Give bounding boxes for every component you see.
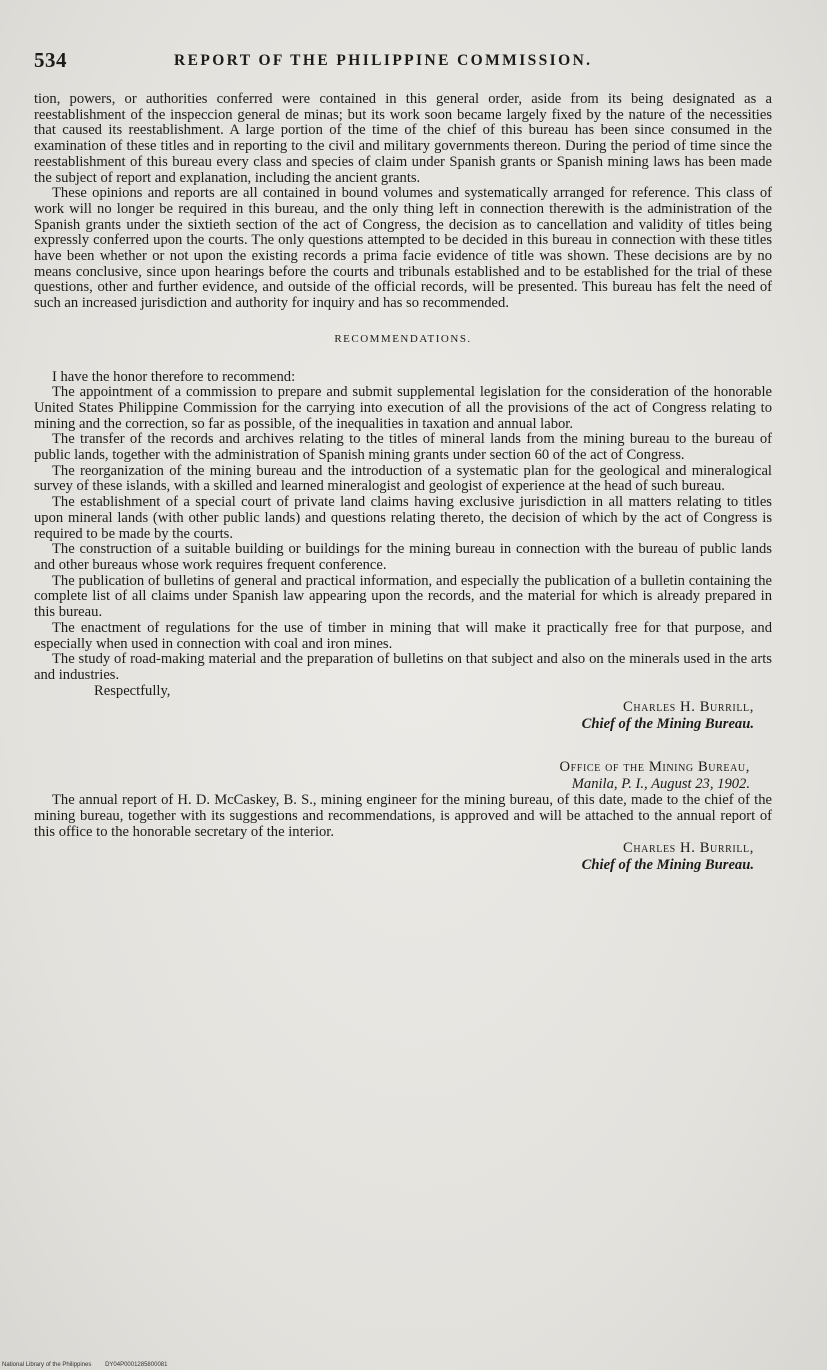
office-date: Manila, P. I., August 23, 1902. — [571, 776, 750, 793]
office-name: Office of the Mining Bureau, — [559, 759, 750, 776]
record-id: DY04P0001285800081 — [105, 1362, 168, 1368]
page-body — [34, 92, 772, 874]
library-credit: National Library of the Philippines — [2, 1362, 92, 1368]
recommendation-item: The publication of bulletins of general and practical information, and especially the publication of a bulletin containing the complete list of all claims under Spanish law appearing upon the records, and the material for which is already prepared in this bureau. — [34, 572, 772, 621]
paragraph: These opinions and reports are all contained in bound volumes and systematically arranged for reference. This class of work will no longer be required in this bureau, and the only thing left in connection therewith is the administration of the Spanish grants under the sixtieth section of the act of Congress, the decision as to cancellation and validity of titles being expressly conferred upon the courts. The only questions attempted to be decided in this bureau in connection with these titles have been whether or not upon the existing records a prima facie evidence of title was shown. These decisions are by no means conclusive, since upon hearings before the courts and tribunals established and to be established for the trial of these questions, other and further evidence, and outside of the official records, will be presented. This bureau has felt the need of such an increased jurisdiction and authority for inquiry and has so recommended. — [34, 185, 772, 312]
recommendation-item: The study of road-making material and the preparation of bulletins on that subject and also on the minerals used in the arts and industries. — [34, 651, 772, 683]
signatory-name: Charles H. Burrill, — [622, 840, 754, 857]
recommendation-intro: I have the honor therefore to recommend: — [52, 368, 296, 385]
approval-paragraph: The annual report of H. D. McCaskey, B. S., mining engineer for the mining bureau, of this date, made to the chief of the mining bureau, together with its suggestions and recommendations, is approved and will be attached to the annual report of this office to the honorable secretary of the interior. — [34, 792, 772, 840]
scan-footer — [2, 1362, 179, 1368]
office-block — [34, 759, 750, 793]
recommendation-item: The enactment of regulations for the use of timber in mining that will make it practically free for that purpose, and especially when used in connection with coal and iron mines. — [34, 619, 772, 652]
signature-block — [34, 699, 754, 733]
closing: Respectfully, — [94, 682, 171, 699]
signatory-title: Chief of the Mining Bureau. — [581, 716, 754, 733]
recommendation-item: The transfer of the records and archives relating to the titles of mineral lands from the mining bureau to the bureau of public lands, together with the administration of Spanish mining grants under section 60 of the act of Congress. — [34, 431, 772, 464]
page-header — [34, 48, 774, 78]
running-head: REPORT OF THE PHILIPPINE COMMISSION. — [174, 52, 593, 69]
recommendation-item: The reorganization of the mining bureau and the introduction of a systematic plan for the geological and mineralogical survey of these islands, with a skilled and learned mineralogist and geologist of experience at the head of such bureau. — [34, 462, 772, 495]
signatory-name: Charles H. Burrill, — [622, 699, 754, 716]
recommendation-item: The appointment of a commission to prepare and submit supplemental legislation for the consideration of the honorable United States Philippine Commission for the carrying into execution of all the provisions of the act of Congress relating to mining and the correction, so far as possible, of the inequalities in taxation and annual labor. — [34, 384, 772, 432]
section-heading: RECOMMENDATIONS. — [334, 332, 472, 345]
signatory-title: Chief of the Mining Bureau. — [581, 857, 754, 874]
recommendation-item: The construction of a suitable building or buildings for the mining bureau in connection with the bureau of public lands and other bureaus whose work requires frequent conference. — [34, 541, 772, 573]
page-number: 534 — [34, 48, 67, 72]
recommendation-item: The establishment of a special court of private land claims having exclusive jurisdiction in all matters relating to titles upon mineral lands (with other public lands) and questions relating thereto, the decision of which by the act of Congress is required to be made by the courts. — [34, 494, 772, 542]
paragraph: tion, powers, or authorities conferred were contained in this general order, aside from its being designated as a reestablishment of the inspeccion general de minas; but its work soon became largely fixed by the nature of the necessities that caused its reestablishment. A large portion of the time of the chief of this bureau has been since consumed in the examination of these titles and in reporting to the civil and military governments thereon. During the period of time since the reestablishment of this bureau every class and species of claim under Spanish grants or Spanish mining laws has been made the subject of report and explanation, including the ancient grants. — [34, 91, 772, 186]
signature-block — [34, 840, 754, 874]
